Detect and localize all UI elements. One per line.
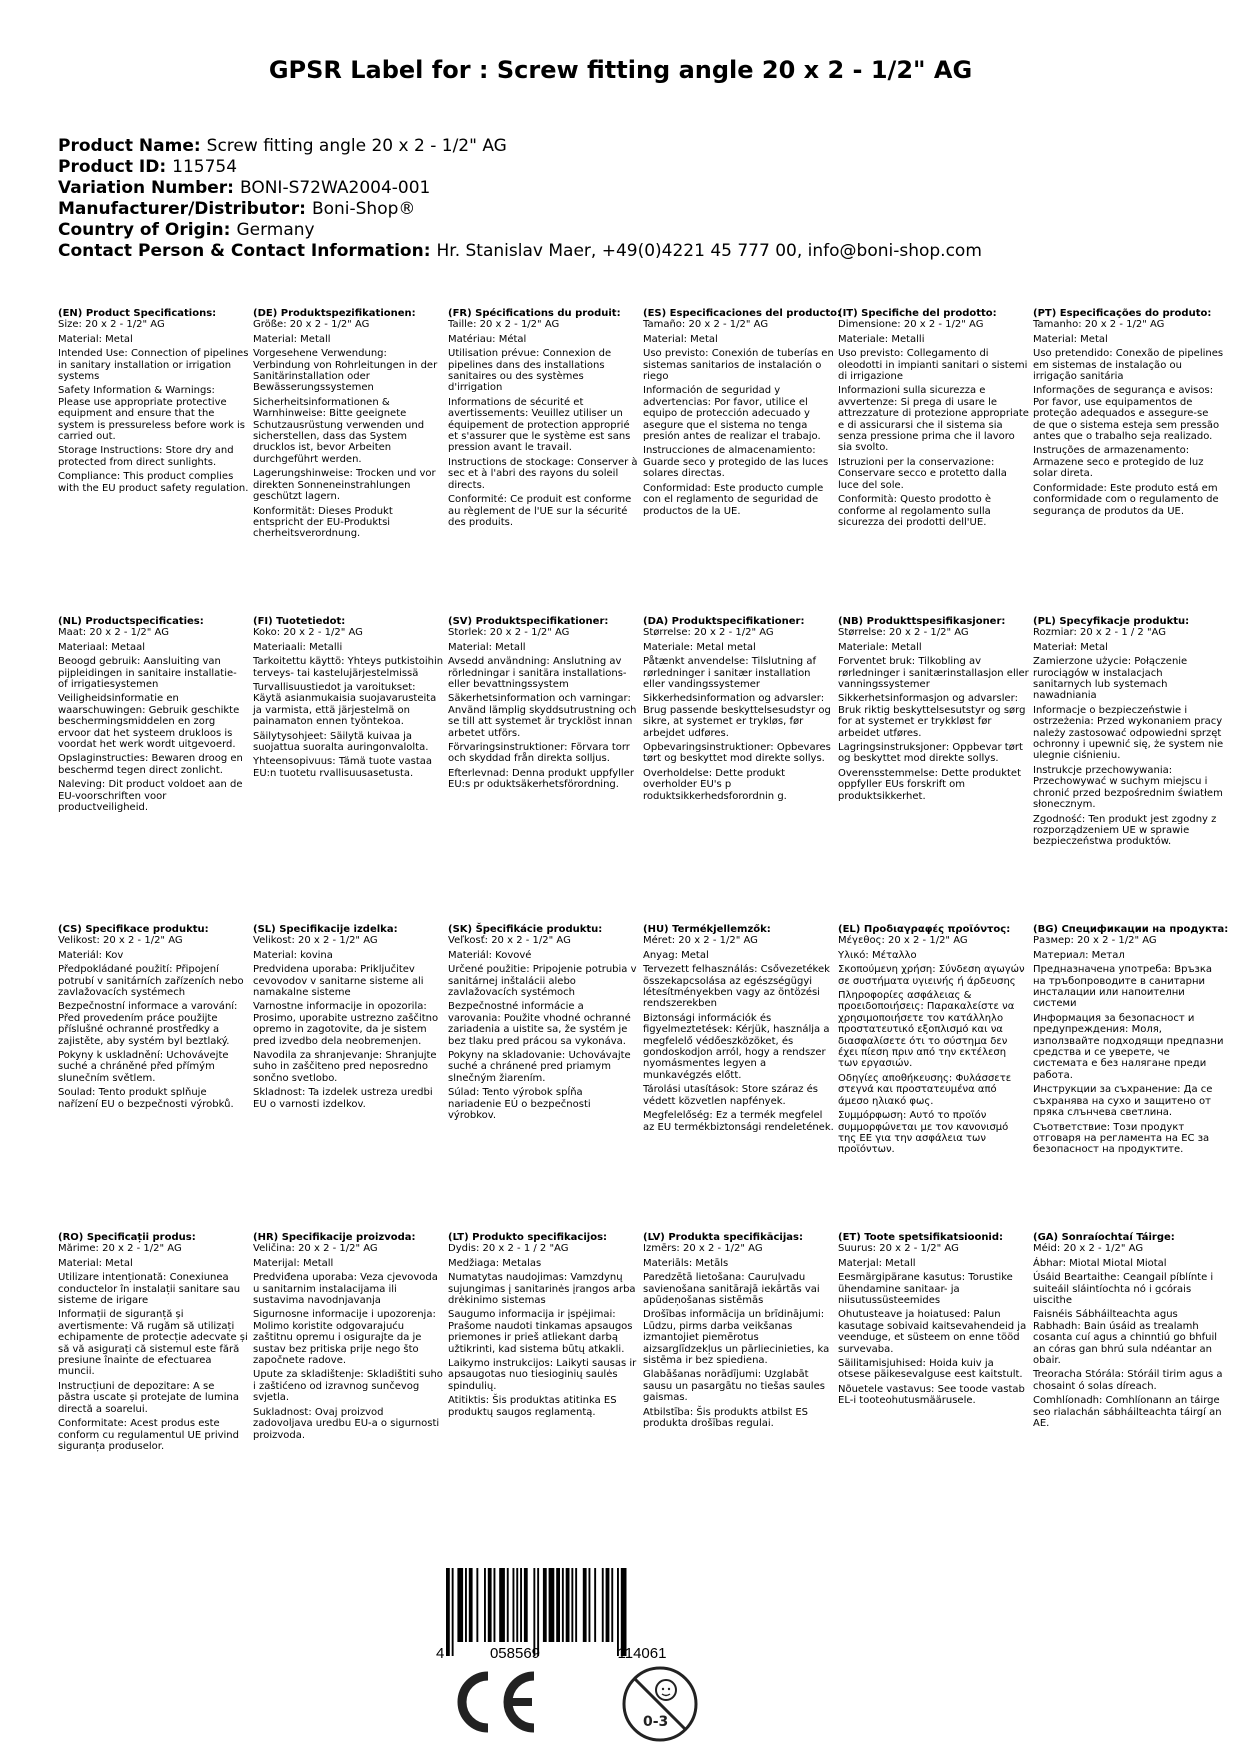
spec-heading: (IT) Specifiche del prodotto: xyxy=(838,308,997,319)
spec-paragraph: Información de seguridad y advertencias: Por favor, utilice el equipo de protección adecuado y asegure que el sistema no tenga presión antes de realizar el trabajo. xyxy=(643,385,821,443)
barcode-bar xyxy=(594,1568,596,1642)
spec-heading: (PL) Specyfikacje produktu: xyxy=(1033,616,1190,627)
spec-paragraph: Instrucciones de almacenamiento: Guarde seco y protegido de las luces solares directas. xyxy=(643,445,829,480)
spec-paragraph: Medžiaga: Metalas xyxy=(448,1257,542,1269)
spec-paragraph: Materiāls: Metāls xyxy=(643,1257,729,1269)
spec-paragraph: Οδηγίες αποθήκευσης: Φυλάσσετε στεγνά και προστατευμένα από άμεσο ηλιακό φως. xyxy=(838,1072,1012,1107)
spec-paragraph: Uso previsto: Conexión de tuberías en sistemas sanitarios de instalación o riego xyxy=(643,348,834,383)
contact-row xyxy=(58,241,982,262)
spec-paragraph: Comhlíonadh: Comhlíonann an táirge seo rialachán sábháilteachta táirgí an AE. xyxy=(1033,1395,1222,1430)
spec-paragraph: Izmērs: 20 x 2 - 1/2" AG xyxy=(643,1243,763,1255)
barcode-bar xyxy=(469,1568,473,1642)
barcode-bar xyxy=(606,1568,610,1642)
product-name-label: Product Name: xyxy=(58,136,201,156)
spec-paragraph: Anyag: Metal xyxy=(643,949,709,961)
barcode-bar xyxy=(452,1568,454,1656)
spec-block xyxy=(253,308,448,616)
spec-paragraph: Lagerungshinweise: Trocken und vor direkten Sonneneinstrahlungen geschützt lagern. xyxy=(253,468,436,503)
product-name-value: Screw fitting angle 20 x 2 - 1/2" AG xyxy=(206,136,507,156)
barcode-bar xyxy=(537,1568,539,1656)
barcode-bar xyxy=(543,1568,547,1642)
spec-block xyxy=(1033,308,1228,616)
spec-paragraph: Conformidad: Este producto cumple con el reglamento de seguridad de productos de la UE. xyxy=(643,482,824,517)
variation-number-label: Variation Number: xyxy=(58,178,234,198)
country-label: Country of Origin: xyxy=(58,220,231,240)
barcode-bar xyxy=(457,1568,463,1642)
spec-paragraph: Koko: 20 x 2 - 1/2" AG xyxy=(253,627,363,639)
spec-paragraph: Zgodność: Ten produkt jest zgodny z rozporządzeniem UE w sprawie bezpieczeństwa produktów. xyxy=(1033,813,1217,848)
spec-paragraph: Turvallisuustiedot ja varoitukset: Käytä asianmukaisia suojavarusteita ja varmista, että järjestelmä on painamaton ennen työntekoa. xyxy=(253,682,437,728)
spec-heading: (CS) Specifikace produktu: xyxy=(58,924,209,935)
spec-heading: (PT) Especificações do produto: xyxy=(1033,308,1212,319)
spec-block xyxy=(1033,1232,1228,1540)
spec-paragraph: Instruções de armazenamento: Armazene seco e protegido de luz solar direta. xyxy=(1033,445,1204,480)
spec-paragraph: Информация за безопасност и предупреждения: Моля, използвайте подходящи предпазни средства и се уверете, че системата е без налягане преди работа. xyxy=(1033,1012,1224,1081)
spec-paragraph: Υλικό: Μέταλλο xyxy=(838,949,917,961)
spec-paragraph: Conformitate: Acest produs este conform cu regulamentul UE privind siguranța produselor. xyxy=(58,1418,239,1452)
spec-paragraph: Sikkerhetsinformasjon og advarsler: Bruk riktig beskyttelsesutstyr og sørg for at systemet er trykkløst før arbeidet utføres. xyxy=(838,693,1026,739)
spec-paragraph: Predviđena uporaba: Veza cjevovoda u sanitarnim instalacijama ili sustavima navodnjavanja xyxy=(253,1272,438,1307)
spec-paragraph: Material: Metal xyxy=(643,333,718,345)
spec-heading: (SV) Produktspecifikationer: xyxy=(448,616,609,627)
barcode-bar xyxy=(549,1568,555,1642)
spec-paragraph: Size: 20 x 2 - 1/2" AG xyxy=(58,319,165,331)
barcode-bar xyxy=(513,1568,515,1642)
spec-paragraph: Informations de sécurité et avertissements: Veuillez utiliser un équipement de protection approprié et s'assurer que le système est sans pression avant le travail. xyxy=(448,396,631,454)
spec-block xyxy=(643,308,842,616)
spec-heading: (SL) Specifikacije izdelka: xyxy=(253,924,398,935)
spec-paragraph: Material: Metall xyxy=(253,333,331,345)
spec-paragraph: Taille: 20 x 2 - 1/2" AG xyxy=(448,319,560,331)
barcode-bar xyxy=(589,1568,591,1642)
spec-paragraph: Předpokládané použití: Připojení potrubí v sanitárních zařízeních nebo zavlažovacích systémech xyxy=(58,964,244,999)
spec-paragraph: Μέγεθος: 20 x 2 - 1/2" AG xyxy=(838,935,968,947)
spec-heading: (EL) Προδιαγραφές προϊόντος: xyxy=(838,924,1011,935)
barcode-bar xyxy=(566,1568,570,1642)
barcode-bar xyxy=(507,1568,509,1642)
barcode-bar xyxy=(516,1568,518,1642)
barcode-bar xyxy=(484,1568,486,1642)
spec-paragraph: Megfelelőség: Ez a termék megfelel az EU termékbiztonsági rendeletének. xyxy=(643,1110,834,1133)
contact-value: Hr. Stanislav Maer, +49(0)4221 45 777 00, info@boni-shop.com xyxy=(436,241,982,261)
spec-paragraph: Materiale: Metalli xyxy=(838,333,925,345)
spec-paragraph: Paredzētā lietošana: Cauruļvadu savienošana sanitārajā iekārtās vai apūdeņošanas sistēmās xyxy=(643,1272,820,1307)
spec-paragraph: Materiale: Metall xyxy=(838,641,922,653)
barcode-digit-lead: 4 xyxy=(436,1645,445,1662)
variation-number-value: BONI-S72WA2004-001 xyxy=(239,178,431,198)
spec-paragraph: Materiaal: Metaal xyxy=(58,641,146,653)
spec-paragraph: Matériau: Métal xyxy=(448,333,527,345)
spec-paragraph: Materiał: Metal xyxy=(1033,641,1108,653)
spec-block xyxy=(838,1232,1033,1540)
spec-paragraph: Utilizare intenționată: Conexiunea conductelor în instalații sanitare sau sisteme de irigare xyxy=(58,1272,241,1307)
barcode-bar xyxy=(617,1568,619,1656)
spec-paragraph: Nõuetele vastavus: See toode vastab EL-i tooteohutusmäärusele. xyxy=(838,1383,1025,1407)
spec-paragraph: Conformité: Ce produit est conforme au règlement de l'UE sur la sécurité des produits. xyxy=(448,494,632,528)
ean-barcode xyxy=(430,1568,750,1663)
spec-paragraph: Storlek: 20 x 2 - 1/2" AG xyxy=(448,627,570,639)
spec-paragraph: Materjal: Metall xyxy=(838,1257,916,1269)
spec-heading: (EN) Product Specifications: xyxy=(58,308,217,319)
spec-paragraph: Drošības informācija un brīdinājumi: Lūdzu, pirms darba veikšanas izmantojiet piemērotus aizsarglīdzekļus un pārliecinieties, ka sistēma ir bez spiediena. xyxy=(643,1309,830,1367)
spec-paragraph: Veľkosť: 20 x 2 - 1/2" AG xyxy=(448,935,571,947)
barcode-bar xyxy=(499,1568,505,1642)
spec-heading: (BG) Спецификации на продукта: xyxy=(1033,924,1229,935)
spec-paragraph: Veiligheidsinformatie en waarschuwingen: Gebruik geschikte beschermingsmiddelen en zorg ervoor dat het systeem drukloos is voordat het werk wordt uitgevoerd. xyxy=(58,693,240,751)
spec-paragraph: Material: Metal xyxy=(58,1257,133,1269)
spec-paragraph: Materiál: Kov xyxy=(58,949,124,961)
spec-paragraph: Størrelse: 20 x 2 - 1/2" AG xyxy=(643,627,774,639)
spec-paragraph: Utilisation prévue: Connexion de pipelines dans des installations sanitaires ou des systèmes d'irrigation xyxy=(448,348,612,394)
barcode-digits-left: 058569 xyxy=(489,1645,541,1662)
spec-paragraph: Uso pretendido: Conexão de pipelines em sistemas de instalação ou irrigação sanitária xyxy=(1033,348,1224,383)
spec-paragraph: Laikymo instrukcijos: Laikyti sausas ir apsaugotas nuo tiesioginių saulės spindulių. xyxy=(448,1358,637,1392)
spec-block xyxy=(643,1232,838,1540)
spec-paragraph: Tárolási utasítások: Store száraz és védett közvetlen napfények. xyxy=(643,1084,818,1107)
spec-paragraph: Beoogd gebruik: Aansluiting van pijpleidingen in sanitaire installatie- of irrigatiesystemen xyxy=(58,656,237,691)
spec-heading: (FI) Tuotetiedot: xyxy=(253,616,346,627)
barcode-digits-right: 114061 xyxy=(617,1645,667,1662)
label-title: GPSR Label for : Screw fitting angle 20 x 2 - 1/2" AG xyxy=(268,56,973,84)
product-id-value: 115754 xyxy=(172,157,238,177)
spec-block xyxy=(448,924,643,1232)
spec-paragraph: Avsedd användning: Anslutning av rörledningar i sanitära installations- eller bevattningssystem xyxy=(448,656,627,691)
barcode-bar xyxy=(494,1568,496,1642)
spec-paragraph: Instructions de stockage: Conserver à sec et à l'abri des rayons du soleil directs. xyxy=(448,456,638,491)
spec-paragraph: Eesmärgipärane kasutus: Torustike ühendamine sanitaar- ja niisutussüsteemides xyxy=(838,1272,1013,1307)
spec-paragraph: Bezpečnostné informácie a varovania: Použite vhodné ochranné zariadenia a uistite sa, že systém je bez tlaku pred prácou sa vykonáva. xyxy=(448,1001,631,1047)
spec-paragraph: Varnostne informacije in opozorila: Prosimo, uporabite ustrezno zaščitno opremo in zagotovite, da je sistem pred izvedbo dela neobremenjen. xyxy=(253,1001,439,1047)
spec-paragraph: Συμμόρφωση: Αυτό το προϊόν συμμορφώνεται με τον κανονισμό της ΕΕ για την ασφάλεια των προϊόντων. xyxy=(838,1110,1009,1156)
barcode-bar xyxy=(524,1568,528,1642)
spec-paragraph: Treoracha Stórála: Stóráil tirim agus a chosaint ó solas díreach. xyxy=(1033,1369,1223,1392)
spec-paragraph: Intended Use: Connection of pipelines in sanitary installation or irrigation systems xyxy=(58,348,249,383)
spec-paragraph: Material: kovina xyxy=(253,949,333,961)
spec-paragraph: Mărime: 20 x 2 - 1/2" AG xyxy=(58,1243,182,1255)
spec-paragraph: Sikkerhedsinformation og advarsler: Brug passende beskyttelsesudstyr og sikre, at systemet er trykløs, før arbejdet udføres. xyxy=(643,693,831,739)
variation-number-row xyxy=(58,178,982,199)
spec-block xyxy=(448,1232,643,1540)
spec-paragraph: Tervezett felhasználás: Csővezetékek összekapcsolása az egészségügyi létesítményekben vagy az öntözési rendszerekben xyxy=(643,964,830,1010)
spec-paragraph: Storage Instructions: Store dry and protected from direct sunlights. xyxy=(58,445,234,468)
spec-paragraph: Atitiktis: Šis produktas atitinka ES produktų saugos reglamentą. xyxy=(448,1395,617,1418)
spec-paragraph: Materiaali: Metalli xyxy=(253,641,343,653)
spec-block xyxy=(58,308,253,616)
spec-block xyxy=(253,924,448,1232)
manufacturer-label: Manufacturer/Distributor: xyxy=(58,199,306,219)
spec-paragraph: Informacje o bezpieczeństwie i ostrzeżenia: Przed wykonaniem pracy należy zastosować odpowiedni sprzęt ochronny i upewnić się, że system nie ulegnie ciśnieniu. xyxy=(1033,704,1224,762)
spec-paragraph: Tarkoitettu käyttö: Yhteys putkistoihin terveys- tai kastelujärjestelmissä xyxy=(253,656,444,679)
barcode-bar xyxy=(583,1568,587,1642)
spec-paragraph: Informații de siguranță și avertismente: Vă rugăm să utilizați echipamente de protecție adecvate și să vă asigurați că sistemul este fără presiune înainte de efectuarea muncii. xyxy=(58,1309,248,1378)
spec-paragraph: Πληροφορίες ασφάλειας & προειδοποιήσεις: Παρακαλείστε να χρησιμοποιήσετε τον κατάλληλο προστατευτικό εξοπλισμό και να διασφαλίσετε ότι το σύστημα δεν έχει πίεση πριν από την εκτέλεση των εργασιών. xyxy=(838,990,1015,1070)
spec-paragraph: Säkerhetsinformation och varningar: Använd lämplig skyddsutrustning och se till att systemet är trycklöst innan arbetet utförs. xyxy=(448,693,637,739)
spec-heading: (ES) Especificaciones del producto: xyxy=(643,308,842,319)
spec-block xyxy=(838,924,1033,1232)
spec-paragraph: Forventet bruk: Tilkobling av rørledninger i sanitærinstallasjon eller vanningssystemer xyxy=(838,656,1029,691)
spec-block xyxy=(253,616,448,924)
spec-block xyxy=(253,1232,448,1540)
spec-paragraph: Instrucțiuni de depozitare: A se păstra uscate și protejate de lumina directă a soarelui. xyxy=(58,1380,239,1415)
spec-paragraph: Opslaginstructies: Bewaren droog en beschermd tegen direct zonlicht. xyxy=(58,753,243,776)
barcode-bar xyxy=(533,1568,535,1656)
spec-heading: (FR) Spécifications du produit: xyxy=(448,308,621,319)
spec-paragraph: Opbevaringsinstruktioner: Opbevares tørt og beskyttet mod direkte sollys. xyxy=(643,742,831,765)
ce-mark-icon xyxy=(448,1670,540,1734)
spec-paragraph: Rozmiar: 20 x 2 - 1 / 2 "AG xyxy=(1033,627,1166,639)
spec-paragraph: Veličina: 20 x 2 - 1/2" AG xyxy=(253,1243,378,1255)
product-id-label: Product ID: xyxy=(58,157,167,177)
barcode-bar xyxy=(562,1568,564,1642)
barcode-bar xyxy=(465,1568,467,1642)
product-info xyxy=(58,136,982,262)
spec-paragraph: Размер: 20 x 2 - 1/2" AG xyxy=(1033,935,1157,947)
spec-paragraph: Úsáid Beartaithe: Ceangail píblínte i suiteáil sláintíochta nó i gcórais uiscithe xyxy=(1033,1272,1214,1307)
spec-paragraph: Velikost: 20 x 2 - 1/2" AG xyxy=(253,935,378,947)
barcode-bar xyxy=(520,1568,522,1642)
spec-paragraph: Faisnéis Sábháilteachta agus Rabhadh: Bain úsáid as trealamh cosanta cuí agus a chinntiú go bhfuil an córas gan bhrú sula ndéantar an obair. xyxy=(1033,1309,1218,1367)
spec-heading: (NB) Produkttspesifikasjoner: xyxy=(838,616,1006,627)
spec-paragraph: Dimensione: 20 x 2 - 1/2" AG xyxy=(838,319,984,331)
spec-block xyxy=(838,616,1033,924)
spec-paragraph: Instrukcje przechowywania: Przechowywać w suchym miejscu i chronić przed bezpośrednim światłem słonecznym. xyxy=(1033,764,1223,811)
barcode-bar xyxy=(556,1568,560,1642)
spec-paragraph: Konformität: Dieses Produkt entspricht der EU-Produktsi cherheitsverordnung. xyxy=(253,505,393,540)
contact-label: Contact Person & Contact Information: xyxy=(58,241,431,261)
spec-paragraph: Informazioni sulla sicurezza e avvertenze: Si prega di usare le attrezzature di protezione appropriate e di assicurarsi che il sistema sia senza pressione prima che il lavoro sia svolto. xyxy=(838,385,1029,454)
spec-heading: (SK) Špecifikácie produktu: xyxy=(448,924,603,935)
spec-paragraph: Påtænkt anvendelse: Tilslutning af rørledninger i sanitær installation eller vandingssystemer xyxy=(643,656,816,691)
spec-paragraph: Предназначена употреба: Връзка на тръбопроводите в санитарни инсталации или напоителни системи xyxy=(1033,964,1212,1010)
spec-paragraph: Materiale: Metal metal xyxy=(643,641,756,653)
spec-paragraph: Tamanho: 20 x 2 - 1/2" AG xyxy=(1033,319,1165,331)
spec-paragraph: Størrelse: 20 x 2 - 1/2" AG xyxy=(838,627,969,639)
spec-paragraph: Yhteensopivuus: Tämä tuote vastaa EU:n tuotetu rvallisuusasetusta. xyxy=(253,756,432,779)
country-value: Germany xyxy=(236,220,315,240)
spec-paragraph: Ábhar: Miotal Miotal Miotal xyxy=(1033,1257,1167,1269)
spec-paragraph: Efterlevnad: Denna produkt uppfyller EU:s pr oduktsäkerhetsförordning. xyxy=(448,767,634,791)
specifications-grid xyxy=(58,308,1238,1538)
product-name-row xyxy=(58,136,982,157)
spec-block xyxy=(58,924,253,1232)
spec-paragraph: Méid: 20 x 2 - 1/2" AG xyxy=(1033,1243,1144,1255)
spec-paragraph: Informações de segurança e avisos: Por favor, use equipamentos de proteção adequados e assegure-se de que o sistema esteja sem pressão antes que o trabalho seja realizado. xyxy=(1033,385,1220,443)
spec-heading: (NL) Productspecificaties: xyxy=(58,616,204,627)
spec-paragraph: Navodila za shranjevanje: Shranjujte suho in zaščiteno pred neposredno sončno svetlobo. xyxy=(253,1050,437,1084)
spec-paragraph: Istruzioni per la conservazione: Conservare secco e protetto dalla luce del sole. xyxy=(838,456,1007,491)
spec-paragraph: Säilitamisjuhised: Hoida kuiv ja otsese päikesevalguse eest kaitstult. xyxy=(838,1358,1023,1381)
country-row xyxy=(58,220,982,241)
spec-heading: (LT) Produkto specifikacijos: xyxy=(448,1232,608,1243)
spec-paragraph: Pokyny k uskladnění: Uchovávejte suché a chráněné před přímým slunečním světlem. xyxy=(58,1050,229,1084)
spec-heading: (DE) Produktspezifikationen: xyxy=(253,308,416,319)
spec-paragraph: Upute za skladištenje: Skladištiti suho i zaštićeno od izravnog sunčevog svjetla. xyxy=(253,1369,443,1404)
spec-paragraph: Инструкции за съхранение: Да се съхранява на сухо и защитено от пряка слънчева светлина. xyxy=(1033,1084,1213,1119)
spec-paragraph: Zamierzone użycie: Połączenie rurociągów w instalacjach sanitarnych lub systemach nawadniania xyxy=(1033,656,1188,702)
spec-paragraph: Suurus: 20 x 2 - 1/2" AG xyxy=(838,1243,959,1255)
spec-block xyxy=(58,1232,253,1540)
spec-paragraph: Säilytysohjeet: Säilytä kuivaa ja suojattua suoralta auringonvalolta. xyxy=(253,730,429,754)
barcode-bar xyxy=(602,1568,604,1642)
spec-paragraph: Sigurnosne informacije i upozorenja: Molimo koristite odgovarajuću zaštitnu opremu i osigurajte da je sustav bez pritiska prije nego što započnete radove. xyxy=(253,1309,436,1367)
spec-paragraph: Skladnost: Ta izdelek ustreza uredbi EU o varnosti izdelkov. xyxy=(253,1087,433,1110)
spec-paragraph: Материал: Метал xyxy=(1033,949,1125,961)
spec-paragraph: Съответствие: Този продукт отговаря на регламента на ЕС за безопасност на продуктите. xyxy=(1033,1121,1210,1156)
spec-heading: (HU) Termékjellemzők: xyxy=(643,924,771,935)
spec-paragraph: Materijal: Metall xyxy=(253,1257,334,1269)
barcode-bar xyxy=(611,1568,613,1642)
spec-heading: (DA) Produktspecifikationer: xyxy=(643,616,805,627)
spec-paragraph: Material: Metal xyxy=(58,333,133,345)
spec-paragraph: Größe: 20 x 2 - 1/2" AG xyxy=(253,319,370,331)
spec-paragraph: Conformità: Questo prodotto è conforme al regolamento sulla sicurezza dei prodotti dell'UE. xyxy=(838,494,992,528)
spec-paragraph: Σκοπούμενη χρήση: Σύνδεση αγωγών σε συστήματα υγιεινής ή άρδευσης xyxy=(838,964,1025,987)
spec-paragraph: Uso previsto: Collegamento di oleodotti in impianti sanitari o sistemi di irrigazione xyxy=(838,348,1028,383)
spec-block xyxy=(58,616,253,924)
spec-block xyxy=(643,924,838,1232)
spec-paragraph: Určené použitie: Pripojenie potrubia v sanitárnej inštalácii alebo zavlažovacích systémoch xyxy=(448,964,637,999)
spec-paragraph: Safety Information & Warnings: Please use appropriate protective equipment and ensure that the system is pressureless before work is carried out. xyxy=(58,385,245,443)
barcode-bar xyxy=(575,1568,577,1642)
spec-heading: (RO) Specificații produs: xyxy=(58,1232,196,1243)
spec-paragraph: Saugumo informacija ir įspėjimai: Prašome naudoti tinkamas apsaugos priemones ir prieš atliekant darbą užtikrinti, kad sistema būtų atkakli. xyxy=(448,1309,633,1355)
spec-paragraph: Velikost: 20 x 2 - 1/2" AG xyxy=(58,935,183,947)
spec-paragraph: Tamaño: 20 x 2 - 1/2" AG xyxy=(643,319,769,331)
spec-block xyxy=(448,308,643,616)
barcode-bar xyxy=(446,1568,450,1656)
not-for-children-0-3-icon xyxy=(620,1664,700,1744)
spec-paragraph: Conformidade: Este produto está em conformidade com o regulamento de segurança de produtos da UE. xyxy=(1033,482,1219,517)
spec-paragraph: Predvidena uporaba: Priključitev cevovodov v sanitarne sisteme ali namakalne sisteme xyxy=(253,964,424,999)
spec-paragraph: Vorgesehene Verwendung: Verbindung von Rohrleitungen in der Sanitärinstallation oder Bewässerungssystemen xyxy=(253,348,438,394)
spec-heading: (LV) Produkta specifikācijas: xyxy=(643,1232,803,1243)
spec-paragraph: Lagringsinstruksjoner: Oppbevar tørt og beskyttet mod direkte sollys. xyxy=(838,742,1023,765)
spec-heading: (HR) Specifikacije proizvoda: xyxy=(253,1232,416,1243)
spec-paragraph: Sicherheitsinformationen & Warnhinweise: Bitte geeignete Schutzausrüstung verwenden und sicherstellen, dass das System drucklos ist, bevor Arbeiten durchgeführt werden. xyxy=(253,396,425,465)
spec-paragraph: Overensstemmelse: Dette produktet oppfyller EUs forskrift om produktsikkerhet. xyxy=(838,767,1021,802)
spec-block xyxy=(448,616,643,924)
spec-block xyxy=(1033,924,1228,1232)
spec-block xyxy=(643,616,838,924)
spec-paragraph: Méret: 20 x 2 - 1/2" AG xyxy=(643,935,758,947)
spec-paragraph: Soulad: Tento produkt splňuje nařízení EU o bezpečnosti výrobků. xyxy=(58,1087,234,1110)
manufacturer-row xyxy=(58,199,982,220)
barcode-bar xyxy=(571,1568,573,1642)
age-label: 0-3 xyxy=(643,1714,669,1730)
spec-paragraph: Material: Metall xyxy=(448,641,526,653)
spec-paragraph: Numatytas naudojimas: Vamzdynų sujungimas į sanitarinės įrangos arba drėkinimo sistemas xyxy=(448,1272,636,1307)
spec-paragraph: Förvaringsinstruktioner: Förvara torr och skyddad från direkta solljus. xyxy=(448,742,630,765)
barcode-bar xyxy=(476,1568,478,1642)
spec-paragraph: Overholdelse: Dette produkt overholder EU's p roduktsikkerhedsforordnin g. xyxy=(643,767,787,802)
product-id-row xyxy=(58,157,982,178)
spec-paragraph: Glabāšanas norādījumi: Uzglabāt sausu un pasargātu no tiešas saules gaismas. xyxy=(643,1369,825,1404)
spec-heading: (ET) Toote spetsifikatsioonid: xyxy=(838,1232,1004,1243)
spec-paragraph: Bezpečnostní informace a varování: Před provedením práce použijte příslušné ochranné prostředky a zajistěte, aby systém byl beztlaký. xyxy=(58,1001,238,1047)
spec-block xyxy=(1033,616,1228,924)
barcode-bar xyxy=(488,1568,492,1642)
spec-paragraph: Materiál: Kovové xyxy=(448,949,532,961)
spec-paragraph: Maat: 20 x 2 - 1/2" AG xyxy=(58,627,169,639)
spec-block xyxy=(838,308,1033,616)
spec-paragraph: Dydis: 20 x 2 - 1 / 2 "AG xyxy=(448,1243,569,1255)
barcode-bar xyxy=(621,1568,627,1656)
spec-heading: (GA) Sonraíochtaí Táirge: xyxy=(1033,1232,1175,1243)
spec-paragraph: Compliance: This product complies with the EU product safety regulation. xyxy=(58,471,249,494)
spec-paragraph: Súlad: Tento výrobok spĺňa nariadenie EÚ o bezpečnosti výrobkov. xyxy=(448,1087,591,1122)
spec-paragraph: Pokyny na skladovanie: Uchovávajte suché a chránené pred priamym slnečným žiarením. xyxy=(448,1050,631,1084)
spec-paragraph: Naleving: Dit product voldoet aan de EU-voorschriften voor productveiligheid. xyxy=(58,779,243,814)
spec-paragraph: Biztonsági információk és figyelmeztetések: Kérjük, használja a megfelelő védőeszközöket, és gondoskodjon arról, hogy a rendszer nyomásmentes legyen a munkavégzés előtt. xyxy=(643,1012,830,1081)
manufacturer-value: Boni-Shop® xyxy=(311,199,416,219)
spec-paragraph: Sukladnost: Ovaj proizvod zadovoljava uredbu EU-a o sigurnosti proizvoda. xyxy=(253,1406,440,1441)
spec-paragraph: Atbilstība: Šis produkts atbilst ES produkta drošības regulai. xyxy=(643,1406,809,1430)
spec-paragraph: Ohutusteave ja hoiatused: Palun kasutage sobivaid kaitsevahendeid ja veenduge, et süsteem on enne tööd survevaba. xyxy=(838,1309,1027,1355)
spec-paragraph: Material: Metal xyxy=(1033,333,1108,345)
